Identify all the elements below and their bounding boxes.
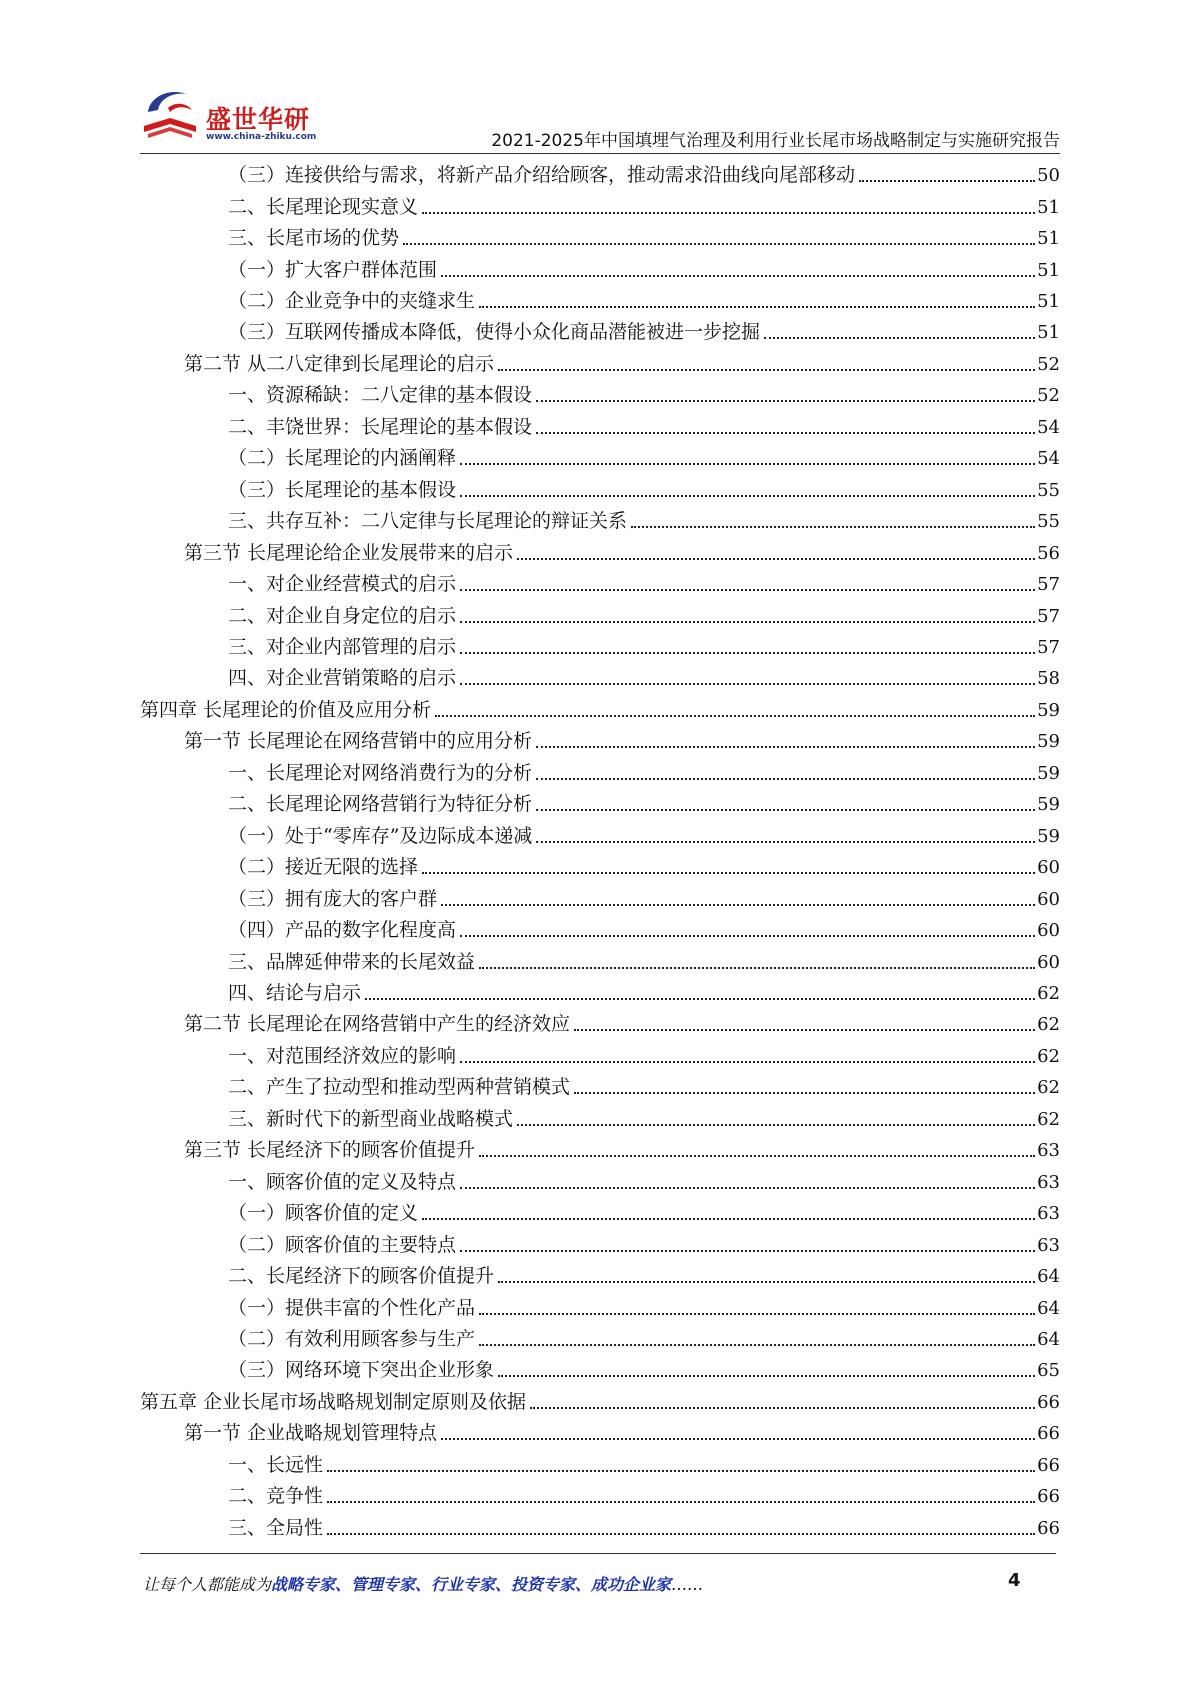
toc-leader-dots [517,1123,1035,1126]
toc-entry-title: 二、长尾理论网络营销行为特征分析 [228,793,533,816]
toc-entry[interactable] [140,1261,1060,1292]
toc-leader-dots [435,714,1035,717]
toc-entry-page: 66 [1037,1486,1060,1508]
toc-leader-dots [460,588,1035,591]
toc-entry-page: 63 [1037,1203,1060,1225]
toc-entry-page: 57 [1037,574,1060,596]
toc-entry-page: 59 [1037,699,1060,721]
company-logo [140,78,320,150]
toc-entry-title: 一、对企业经营模式的启示 [228,573,457,596]
toc-entry-title: （三）互联网传播成本降低，使得小众化商品潜能被进一步挖掘 [228,321,761,344]
toc-entry-page: 51 [1037,259,1060,281]
page-number: 4 [1008,1570,1021,1591]
toc-entry[interactable] [140,1009,1060,1040]
toc-entry-page: 51 [1037,196,1060,218]
toc-leader-dots [460,1186,1035,1189]
header-divider [140,153,1060,154]
toc-entry-page: 64 [1037,1266,1060,1288]
toc-entry-page: 52 [1037,385,1060,407]
toc-entry[interactable] [140,632,1060,663]
slogan-highlight: 战略专家、管理专家、行业专家、投资专家、成功企业家 [271,1575,672,1594]
toc-entry-title: 二、丰饶世界：长尾理论的基本假设 [228,415,533,438]
toc-entry[interactable] [140,1387,1060,1418]
toc-leader-dots [574,1091,1035,1094]
toc-entry-title: 二、长尾理论现实意义 [228,195,419,218]
toc-entry-title: 第一节 企业战略规划管理特点 [184,1422,438,1445]
toc-entry-page: 59 [1037,762,1060,784]
toc-entry-page: 59 [1037,794,1060,816]
toc-entry-page: 62 [1037,1014,1060,1036]
toc-entry[interactable] [140,600,1060,631]
toc-entry-page: 62 [1037,1108,1060,1130]
toc-entry[interactable] [140,695,1060,726]
toc-leader-dots [460,934,1035,937]
toc-leader-dots [536,431,1035,434]
toc-entry-page: 58 [1037,668,1060,690]
toc-leader-dots [460,1060,1035,1063]
toc-entry-title: （三）长尾理论的基本假设 [228,478,457,501]
toc-leader-dots [479,305,1035,308]
toc-entry[interactable] [140,1512,1060,1543]
toc-entry[interactable] [140,1450,1060,1481]
toc-entry-title: 第一节 长尾理论在网络营销中的应用分析 [184,730,533,753]
toc-entry-title: 一、对范围经济效应的影响 [228,1044,457,1067]
toc-entry[interactable] [140,506,1060,537]
toc-entry[interactable] [140,191,1060,222]
toc-entry-title: 一、顾客价值的定义及特点 [228,1170,457,1193]
toc-entry-title: 三、共存互补：二八定律与长尾理论的辩证关系 [228,510,628,533]
toc-entry-title: 第五章 企业长尾市场战略规划制定原则及依据 [140,1390,527,1413]
toc-leader-dots [764,336,1035,339]
toc-entry-page: 57 [1037,605,1060,627]
toc-entry-page: 55 [1037,479,1060,501]
toc-leader-dots [422,871,1035,874]
toc-entry[interactable] [140,1072,1060,1103]
toc-entry-page: 63 [1037,1140,1060,1162]
toc-entry-title: 一、资源稀缺：二八定律的基本假设 [228,384,533,407]
logo-url: www.china-zhiku.com [206,132,317,142]
toc-entry[interactable] [140,789,1060,820]
toc-entry-page: 52 [1037,353,1060,375]
toc-entry-title: 四、结论与启示 [228,982,362,1004]
toc-leader-dots [530,1406,1035,1409]
toc-entry-page: 65 [1037,1360,1060,1382]
toc-entry[interactable] [140,443,1060,474]
toc-entry-title: 二、长尾经济下的顾客价值提升 [228,1265,495,1288]
toc-entry[interactable] [140,317,1060,348]
toc-entry[interactable] [140,978,1060,1009]
toc-leader-dots [327,1469,1035,1472]
toc-entry[interactable] [140,1324,1060,1355]
toc-entry-title: （二）长尾理论的内涵阐释 [228,447,457,470]
toc-entry-page: 63 [1037,1171,1060,1193]
toc-entry[interactable] [140,1167,1060,1198]
toc-leader-dots [460,620,1035,623]
toc-entry-page: 56 [1037,542,1060,564]
toc-entry-page: 63 [1037,1234,1060,1256]
toc-entry[interactable] [140,160,1060,191]
toc-entry-page: 57 [1037,637,1060,659]
toc-entry[interactable] [140,852,1060,883]
toc-leader-dots [536,777,1035,780]
toc-entry-page: 64 [1037,1297,1060,1319]
toc-leader-dots [631,525,1035,528]
toc-leader-dots [441,1437,1035,1440]
toc-entry-title: 第三节 长尾理论给企业发展带来的启示 [184,541,514,564]
toc-entry[interactable] [140,883,1060,914]
page-header [140,78,1060,152]
toc-entry[interactable] [140,821,1060,852]
toc-entry-title: 第四章 长尾理论的价值及应用分析 [140,698,432,721]
toc-entry-title: （三）网络环境下突出企业形象 [228,1359,495,1382]
toc-leader-dots [365,997,1035,1000]
table-of-contents [140,160,1060,1544]
toc-leader-dots [536,808,1035,811]
toc-entry-title: 三、对企业内部管理的启示 [228,636,457,659]
toc-leader-dots [574,1028,1035,1031]
toc-leader-dots [327,1500,1035,1503]
toc-entry-page: 66 [1037,1423,1060,1445]
toc-entry[interactable] [140,1292,1060,1323]
toc-entry-page: 62 [1037,1045,1060,1067]
toc-entry[interactable] [140,380,1060,411]
toc-entry-title: 二、竞争性 [228,1485,324,1508]
toc-leader-dots [479,966,1035,969]
toc-leader-dots [498,1280,1035,1283]
toc-entry-page: 50 [1037,165,1060,187]
toc-entry-page: 51 [1037,228,1060,250]
toc-entry[interactable] [140,1104,1060,1135]
toc-entry-page: 51 [1037,322,1060,344]
toc-entry-title: （三）连接供给与需求，将新产品介绍给顾客，推动需求沿曲线向尾部移动 [228,164,856,187]
report-title: 2021-2025年中国填埋气治理及利用行业长尾市场战略制定与实施研究报告 [491,131,1060,151]
toc-entry-title: （二）企业竞争中的夹缝求生 [228,290,476,313]
toc-entry-title: （一）提供丰富的个性化产品 [228,1296,476,1319]
toc-entry[interactable] [140,758,1060,789]
toc-leader-dots [327,1532,1035,1535]
toc-entry-title: 三、长尾市场的优势 [228,227,400,250]
toc-leader-dots [460,494,1035,497]
toc-entry-page: 62 [1037,1077,1060,1099]
toc-entry-page: 66 [1037,1454,1060,1476]
toc-entry-title: 三、全局性 [228,1516,324,1539]
toc-entry-title: （三）拥有庞大的客户群 [228,887,438,910]
toc-leader-dots [460,1249,1035,1252]
toc-entry-title: 二、对企业自身定位的启示 [228,604,457,627]
toc-entry-page: 60 [1037,888,1060,910]
footer-divider [140,1553,1056,1554]
toc-leader-dots [441,274,1035,277]
toc-leader-dots [498,1374,1035,1377]
toc-entry[interactable] [140,946,1060,977]
logo-wordmark: 盛世华研 [206,105,311,134]
toc-entry-page: 54 [1037,416,1060,438]
toc-entry-title: 第二节 长尾理论在网络营销中产生的经济效应 [184,1013,571,1036]
toc-entry-page: 59 [1037,825,1060,847]
toc-entry[interactable] [140,663,1060,694]
toc-leader-dots [422,211,1035,214]
toc-entry-page: 60 [1037,951,1060,973]
toc-entry[interactable] [140,1418,1060,1449]
toc-leader-dots [422,1217,1035,1220]
toc-entry-title: 二、产生了拉动型和推动型两种营销模式 [228,1076,571,1099]
book-swoosh-icon [140,82,204,146]
toc-leader-dots [460,682,1035,685]
toc-entry-page: 54 [1037,448,1060,470]
toc-leader-dots [479,1312,1035,1315]
toc-entry[interactable] [140,1041,1060,1072]
toc-entry[interactable] [140,1229,1060,1260]
slogan-prefix: 让每个人都能成为 [143,1575,272,1594]
toc-entry-title: 三、新时代下的新型商业战略模式 [228,1107,514,1130]
toc-leader-dots [460,651,1035,654]
toc-leader-dots [859,179,1035,182]
toc-leader-dots [479,1343,1035,1346]
footer-slogan [143,1572,703,1595]
toc-entry-page: 66 [1037,1517,1060,1539]
toc-entry[interactable] [140,726,1060,757]
toc-entry[interactable] [140,349,1060,380]
toc-leader-dots [479,1154,1035,1157]
toc-entry[interactable] [140,286,1060,317]
toc-entry-title: 一、长尾理论对网络消费行为的分析 [228,761,533,784]
toc-leader-dots [517,557,1035,560]
toc-leader-dots [536,840,1035,843]
toc-entry-title: 四、对企业营销策略的启示 [228,667,457,690]
toc-leader-dots [460,462,1035,465]
toc-entry[interactable] [140,915,1060,946]
toc-entry-title: （二）有效利用顾客参与生产 [228,1327,476,1350]
toc-leader-dots [403,242,1035,245]
toc-entry-title: 第二节 从二八定律到长尾理论的启示 [184,352,495,375]
toc-entry-title: 一、长远性 [228,1453,324,1476]
toc-entry[interactable] [140,412,1060,443]
toc-entry[interactable] [140,569,1060,600]
toc-leader-dots [498,368,1035,371]
toc-entry[interactable] [140,1135,1060,1166]
toc-entry[interactable] [140,1481,1060,1512]
toc-entry-title: （四）产品的数字化程度高 [228,919,457,942]
toc-entry[interactable] [140,537,1060,568]
toc-entry-page: 64 [1037,1328,1060,1350]
toc-entry-page: 62 [1037,983,1060,1004]
toc-leader-dots [441,903,1035,906]
toc-entry-page: 60 [1037,920,1060,942]
toc-entry-title: 三、品牌延伸带来的长尾效益 [228,950,476,973]
toc-entry-title: （二）顾客价值的主要特点 [228,1233,457,1256]
slogan-suffix: …… [671,1575,704,1594]
toc-entry-title: （一）扩大客户群体范围 [228,258,438,281]
toc-entry-title: 第三节 长尾经济下的顾客价值提升 [184,1139,476,1162]
toc-entry[interactable] [140,254,1060,285]
toc-entry-page: 59 [1037,731,1060,753]
toc-entry-page: 66 [1037,1391,1060,1413]
toc-entry-page: 60 [1037,857,1060,879]
toc-entry[interactable] [140,1198,1060,1229]
toc-entry[interactable] [140,223,1060,254]
toc-entry[interactable] [140,475,1060,506]
toc-entry-page: 51 [1037,291,1060,313]
toc-entry-title: （一）顾客价值的定义 [228,1202,419,1225]
toc-entry[interactable] [140,1355,1060,1386]
toc-leader-dots [536,399,1035,402]
toc-entry-title: （一）处于“零库存”及边际成本递减 [228,824,533,847]
toc-leader-dots [536,745,1035,748]
toc-entry-title: （二）接近无限的选择 [228,856,419,879]
toc-entry-page: 55 [1037,511,1060,533]
